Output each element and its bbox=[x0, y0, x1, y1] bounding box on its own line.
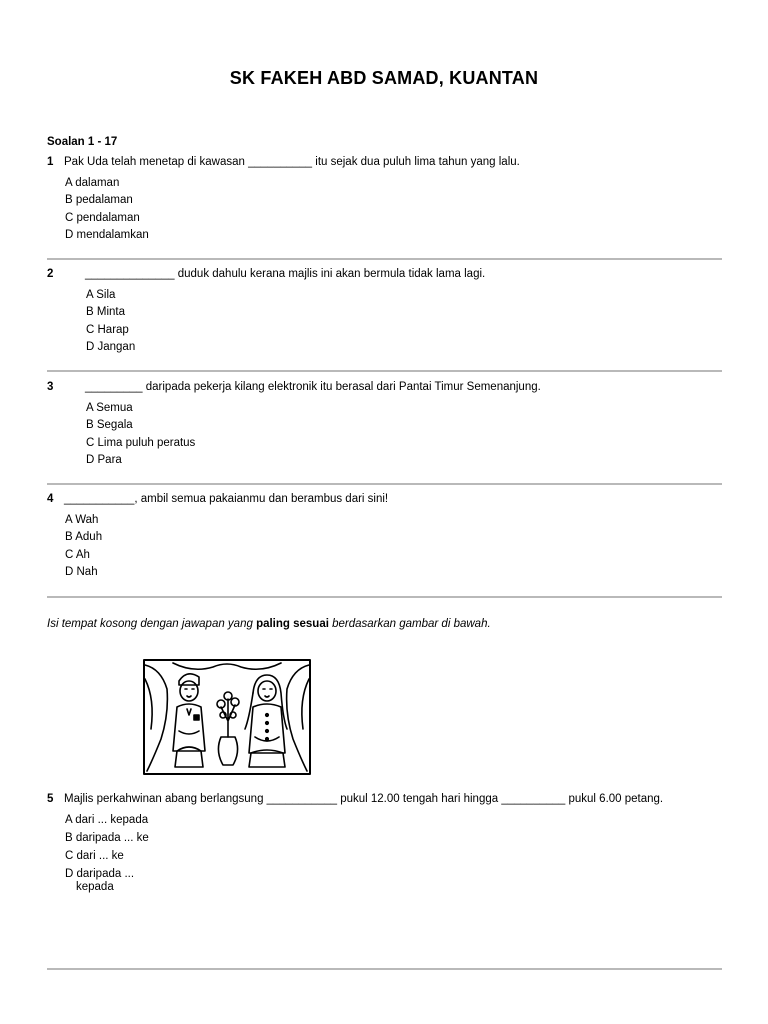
question-number: 5 bbox=[47, 793, 54, 805]
question-text: ___________, ambil semua pakaianmu dan berambus dari sini! bbox=[64, 493, 389, 505]
option-c[interactable]: C Harap bbox=[86, 324, 129, 336]
wedding-couple-drawing bbox=[143, 659, 311, 775]
question-text: Majlis perkahwinan abang berlangsung ___________ pukul 12.00 tengah hari hingga __________ pukul 6.00 petang. bbox=[64, 793, 664, 805]
divider bbox=[47, 968, 722, 970]
option-d-continuation: kepada bbox=[76, 881, 114, 893]
option-a[interactable]: A Semua bbox=[86, 402, 133, 414]
option-b[interactable]: B Segala bbox=[86, 419, 133, 431]
page-title: SK FAKEH ABD SAMAD, KUANTAN bbox=[229, 68, 539, 88]
question-3 bbox=[47, 379, 737, 469]
instruction-emphasis: paling sesuai bbox=[256, 618, 329, 630]
question-2 bbox=[47, 266, 737, 356]
question-number: 2 bbox=[47, 268, 54, 280]
option-a[interactable]: A dalaman bbox=[65, 177, 120, 189]
section-heading: Soalan 1 - 17 bbox=[47, 136, 118, 148]
question-text: Pak Uda telah menetap di kawasan __________ itu sejak dua puluh lima tahun yang lalu. bbox=[64, 156, 520, 168]
question-4 bbox=[47, 491, 737, 581]
option-b[interactable]: B Minta bbox=[86, 306, 125, 318]
question-text: _________ daripada pekerja kilang elektronik itu berasal dari Pantai Timur Semenanjung. bbox=[85, 381, 541, 393]
option-d[interactable]: D Para bbox=[86, 454, 122, 466]
option-a[interactable]: A Sila bbox=[86, 289, 116, 301]
question-number: 3 bbox=[47, 381, 54, 393]
divider bbox=[47, 596, 722, 598]
question-number: 4 bbox=[47, 493, 54, 505]
option-d[interactable]: D Nah bbox=[65, 566, 98, 578]
question-text: ______________ duduk dahulu kerana majlis ini akan bermula tidak lama lagi. bbox=[85, 268, 486, 280]
option-b[interactable]: B daripada ... ke bbox=[65, 832, 149, 844]
option-d[interactable]: D daripada ... bbox=[65, 868, 135, 880]
question-5 bbox=[47, 791, 737, 901]
question-1 bbox=[47, 154, 737, 244]
option-d[interactable]: D Jangan bbox=[86, 341, 136, 353]
option-b[interactable]: B pedalaman bbox=[65, 194, 133, 206]
divider bbox=[47, 258, 722, 260]
option-c[interactable]: C Lima puluh peratus bbox=[86, 437, 196, 449]
divider bbox=[47, 483, 722, 485]
question-number: 1 bbox=[47, 156, 54, 168]
option-c[interactable]: C dari ... ke bbox=[65, 850, 124, 862]
option-d[interactable]: D mendalamkan bbox=[65, 229, 149, 241]
divider bbox=[47, 370, 722, 372]
option-a[interactable]: A dari ... kepada bbox=[65, 814, 149, 826]
instruction-text: Isi tempat kosong dengan jawapan yang paling sesuai berdasarkan gambar di bawah. bbox=[47, 618, 491, 630]
option-c[interactable]: C pendalaman bbox=[65, 212, 140, 224]
option-a[interactable]: A Wah bbox=[65, 514, 99, 526]
option-c[interactable]: C Ah bbox=[65, 549, 90, 561]
option-b[interactable]: B Aduh bbox=[65, 531, 103, 543]
